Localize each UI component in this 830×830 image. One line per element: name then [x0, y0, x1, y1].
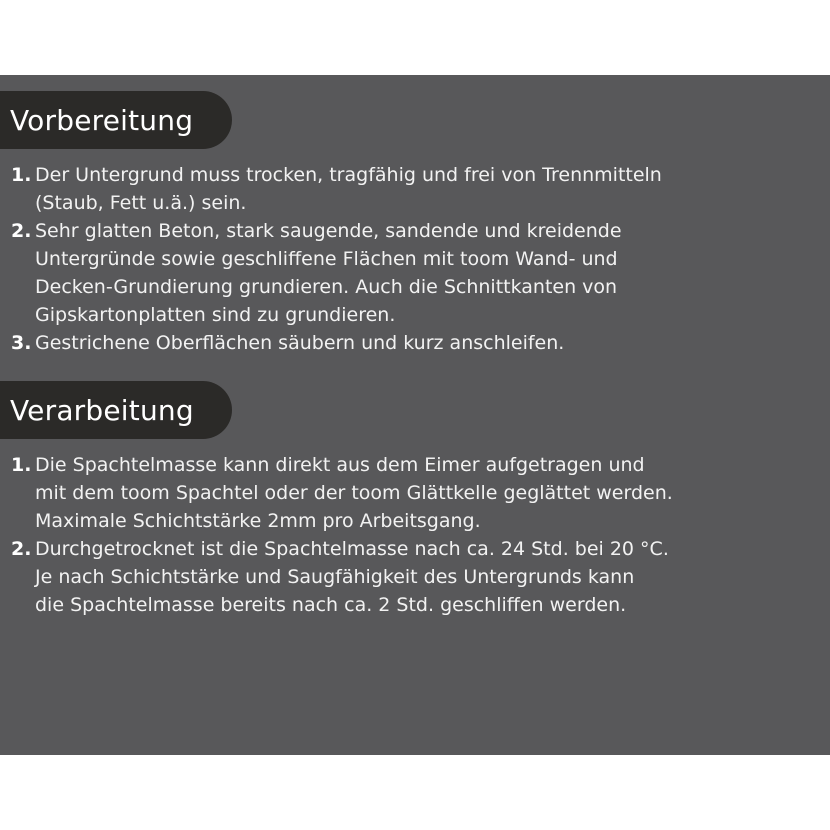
step-number: 3.: [11, 332, 32, 354]
step-number: 1.: [11, 164, 32, 186]
step-text: Gestrichene Oberflächen säubern und kurz anschleifen.: [35, 332, 565, 354]
step-text: Die Spachtelmasse kann direkt aus dem Eimer aufgetragen und mit dem toom Spachtel oder der toom Glättkelle geglättet werden. Maximale Schichtstärke 2mm pro Arbeitsgang.: [35, 454, 673, 532]
list-item: [11, 451, 801, 535]
processing-steps-list: [11, 451, 801, 619]
step-number: 2.: [11, 220, 32, 242]
list-item: [11, 217, 801, 329]
list-item: [11, 535, 801, 619]
step-text: Der Untergrund muss trocken, tragfähig und frei von Trennmitteln (Staub, Fett u.ä.) sein.: [35, 164, 662, 214]
preparation-steps-list: [11, 161, 801, 357]
list-item: [11, 329, 801, 357]
step-number: 2.: [11, 538, 32, 560]
step-text: Sehr glatten Beton, stark saugende, sandende und kreidende Untergründe sowie geschliffene Flächen mit toom Wand- und Decken-Grundierung grundieren. Auch die Schnittkanten von Gipskartonplatten sind zu grundieren.: [35, 220, 622, 326]
step-number: 1.: [11, 454, 32, 476]
list-item: [11, 161, 801, 217]
instructions-panel: [0, 75, 830, 755]
section-title: Verarbeitung: [10, 393, 194, 427]
section-title: Vorbereitung: [10, 103, 194, 137]
step-text: Durchgetrocknet ist die Spachtelmasse nach ca. 24 Std. bei 20 °C. Je nach Schichtstärke und Saugfähigkeit des Untergrunds kann die Spachtelmasse bereits nach ca. 2 Std. geschliffen werden.: [35, 538, 669, 616]
section-header-verarbeitung: [0, 381, 232, 439]
section-header-vorbereitung: [0, 91, 232, 149]
